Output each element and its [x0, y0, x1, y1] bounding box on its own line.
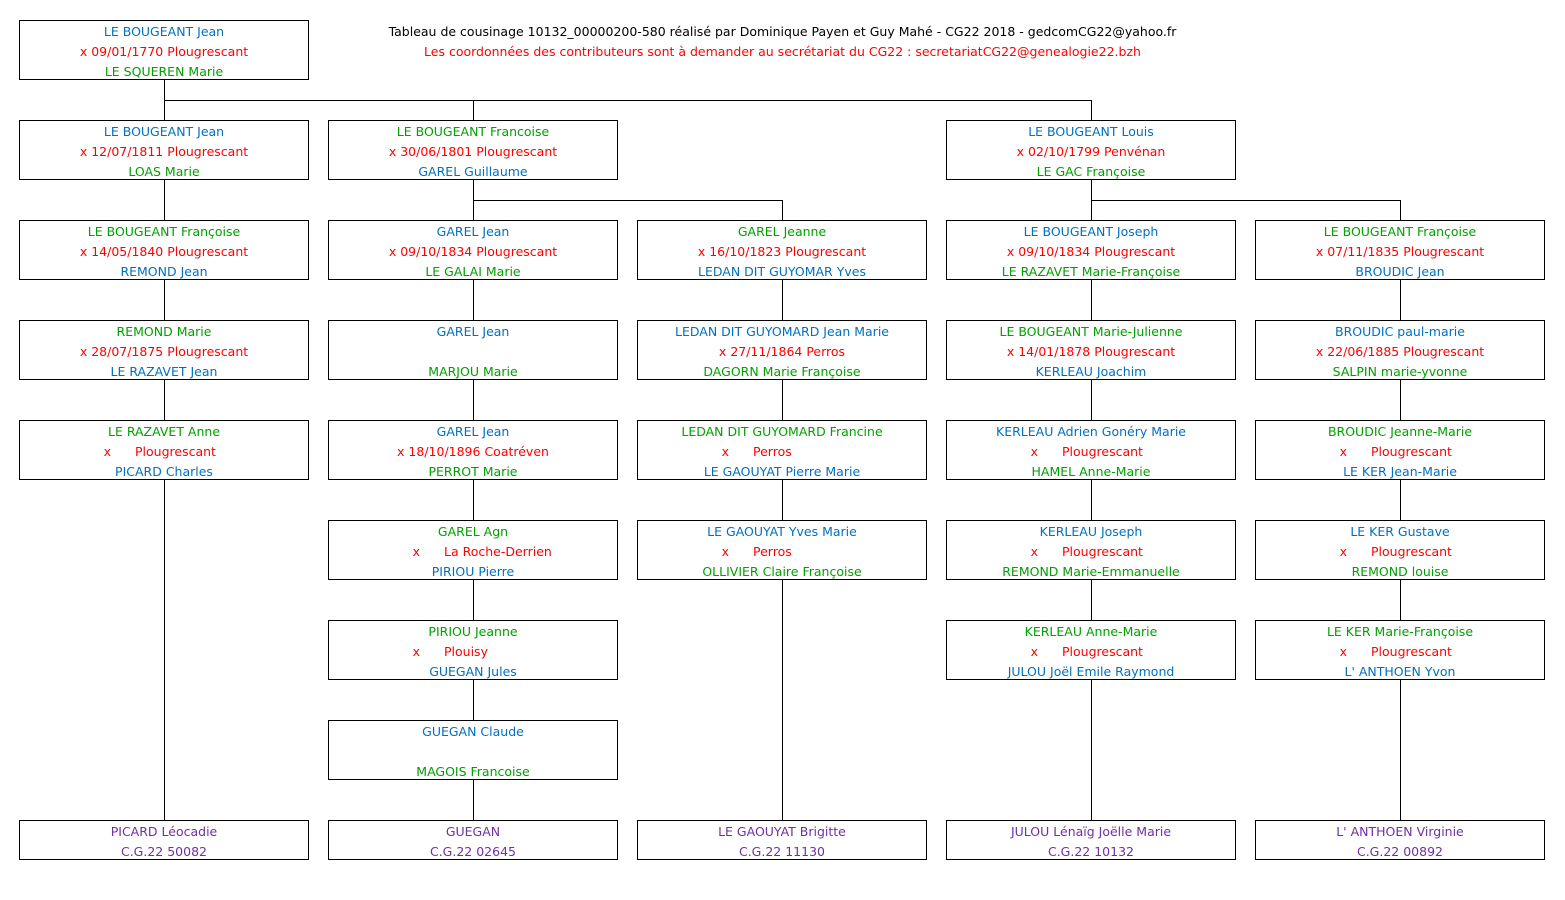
marriage-info: x Plougrescant	[1339, 444, 1452, 459]
spouse-name: LE BOUGEANT Jean	[103, 124, 225, 139]
spouse-name: LE BOUGEANT Françoise	[1323, 224, 1477, 239]
spouse-name: LE RAZAVET Anne	[107, 424, 221, 439]
descendant-name: PICARD Léocadie	[110, 824, 218, 839]
marriage-info: x 14/05/1840 Plougrescant	[79, 244, 249, 259]
marriage-info: x 27/11/1864 Perros	[718, 344, 846, 359]
spouse-name: PIRIOU Pierre	[431, 564, 515, 579]
marriage-info: x Plougrescant	[1030, 644, 1143, 659]
spouse-name: LEDAN DIT GUYOMAR Yves	[698, 264, 866, 279]
spouse-name: SALPIN marie-yvonne	[1332, 364, 1468, 379]
spouse-name: LE GAOUYAT Yves Marie	[707, 524, 857, 539]
couple-box	[1255, 420, 1545, 480]
spouse-name: LEDAN DIT GUYOMARD Jean Marie	[675, 324, 889, 339]
spouse-name: LOAS Marie	[128, 164, 200, 179]
marriage-info	[329, 342, 617, 362]
couple-box	[19, 220, 309, 280]
descendant-box	[328, 820, 618, 860]
spouse-name: LE KER Jean-Marie	[1343, 464, 1457, 479]
couple-box	[946, 220, 1236, 280]
spouse-name: GAREL Jean	[436, 224, 510, 239]
marriage-info: x Plougrescant	[103, 444, 216, 459]
spouse-name: LEDAN DIT GUYOMARD Francine	[681, 424, 883, 439]
marriage-info: x Plougrescant	[1339, 544, 1452, 559]
marriage-info: x 07/11/1835 Plougrescant	[1315, 244, 1485, 259]
spouse-name: LE BOUGEANT Marie-Julienne	[999, 324, 1183, 339]
spouse-name: DAGORN Marie Françoise	[703, 364, 861, 379]
spouse-name: LE BOUGEANT Joseph	[1023, 224, 1159, 239]
couple-box	[1255, 520, 1545, 580]
couple-box	[946, 620, 1236, 680]
spouse-name: JULOU Joël Emile Raymond	[1007, 664, 1175, 679]
marriage-info	[329, 742, 617, 762]
couple-box	[637, 320, 927, 380]
spouse-name: BROUDIC Jeanne-Marie	[1327, 424, 1473, 439]
marriage-info: x 18/10/1896 Coatréven	[397, 444, 549, 459]
spouse-name: GAREL Jean	[436, 424, 510, 439]
couple-box	[19, 420, 309, 480]
spouse-name: KERLEAU Adrien Gonéry Marie	[996, 424, 1186, 439]
spouse-name: PICARD Charles	[115, 464, 213, 479]
spouse-name: GUEGAN Jules	[429, 664, 517, 679]
spouse-name: LE BOUGEANT Louis	[1028, 124, 1154, 139]
couple-box	[1255, 620, 1545, 680]
marriage-info: x 28/07/1875 Plougrescant	[79, 344, 249, 359]
spouse-name: GAREL Jeanne	[737, 224, 827, 239]
marriage-info: x 16/10/1823 Plougrescant	[697, 244, 867, 259]
couple-box	[1255, 220, 1545, 280]
descendant-name: L' ANTHOEN Virginie	[1336, 824, 1464, 839]
marriage-info: x 12/07/1811 Plougrescant	[79, 144, 249, 159]
marriage-info: x 09/10/1834 Plougrescant	[388, 244, 558, 259]
couple-box-root	[19, 20, 309, 80]
spouse-name: LE KER Gustave	[1350, 524, 1450, 539]
spouse-name: LE KER Marie-Françoise	[1326, 624, 1474, 639]
couple-box	[637, 220, 927, 280]
couple-box	[328, 620, 618, 680]
marriage-info: x La Roche-Derrien	[412, 544, 552, 559]
marriage-info: x 02/10/1799 Penvénan	[1016, 144, 1166, 159]
spouse-name: OLLIVIER Claire Françoise	[702, 564, 862, 579]
spouse-name: GUEGAN Claude	[422, 724, 524, 739]
spouse-name: GAREL Jean	[436, 324, 510, 339]
cg22-member-code: C.G.22 10132	[1047, 844, 1134, 859]
couple-box	[946, 320, 1236, 380]
spouse-name: L' ANTHOEN Yvon	[1344, 664, 1456, 679]
descendant-box	[1255, 820, 1545, 860]
couple-box	[637, 420, 927, 480]
marriage-info: x Perros	[721, 544, 792, 559]
marriage-info: x Plougrescant	[1030, 544, 1143, 559]
spouse-name: LE RAZAVET Jean	[110, 364, 218, 379]
couple-box	[946, 420, 1236, 480]
spouse-name: PIRIOU Jeanne	[428, 624, 518, 639]
spouse-name: HAMEL Anne-Marie	[1031, 464, 1151, 479]
descendant-name: JULOU Lénaïg Joëlle Marie	[1010, 824, 1172, 839]
marriage-info: x Perros	[721, 444, 792, 459]
cg22-member-code: C.G.22 02645	[429, 844, 516, 859]
spouse-name: GAREL Guillaume	[418, 164, 528, 179]
spouse-name: MARJOU Marie	[428, 364, 518, 379]
spouse-name: KERLEAU Joseph	[1039, 524, 1143, 539]
spouse-name: REMOND Marie	[116, 324, 212, 339]
spouse-name: PERROT Marie	[428, 464, 518, 479]
descendant-box	[946, 820, 1236, 860]
cg22-member-code: C.G.22 00892	[1356, 844, 1443, 859]
header-contact-note: Les coordonnées des contributeurs sont à demander au secrétariat du CG22 : secretariatCG22@genealogie22.bzh	[424, 44, 1141, 59]
spouse-name: LE GAC Françoise	[1036, 164, 1146, 179]
couple-box	[637, 520, 927, 580]
spouse-name: KERLEAU Anne-Marie	[1024, 624, 1158, 639]
spouse-name: MAGOIS Francoise	[416, 764, 530, 779]
spouse-name: LE BOUGEANT Françoise	[87, 224, 241, 239]
couple-box	[19, 120, 309, 180]
marriage-info: x 30/06/1801 Plougrescant	[388, 144, 558, 159]
marriage-info: x 09/10/1834 Plougrescant	[1006, 244, 1176, 259]
couple-box	[328, 520, 618, 580]
spouse-name: REMOND louise	[1351, 564, 1449, 579]
descendant-box	[19, 820, 309, 860]
couple-box	[328, 120, 618, 180]
spouse-name: LE BOUGEANT Francoise	[396, 124, 550, 139]
cg22-member-code: C.G.22 11130	[738, 844, 825, 859]
descendant-box	[637, 820, 927, 860]
spouse-name: BROUDIC Jean	[1355, 264, 1445, 279]
couple-box	[328, 320, 618, 380]
spouse-name: REMOND Marie-Emmanuelle	[1002, 564, 1180, 579]
marriage-info: x 14/01/1878 Plougrescant	[1006, 344, 1176, 359]
spouse-name: LE BOUGEANT Jean	[103, 24, 225, 39]
descendant-name: LE GAOUYAT Brigitte	[718, 824, 846, 839]
couple-box	[328, 220, 618, 280]
marriage-info: x Plougrescant	[1339, 644, 1452, 659]
couple-box	[328, 420, 618, 480]
spouse-name: REMOND Jean	[120, 264, 208, 279]
spouse-name: BROUDIC paul-marie	[1335, 324, 1465, 339]
couple-box	[328, 720, 618, 780]
header-title: Tableau de cousinage 10132_00000200-580 réalisé par Dominique Payen et Guy Mahé - CG22 2018 - gedcomCG22@yahoo.fr	[388, 24, 1177, 39]
marriage-info: x Plougrescant	[1030, 444, 1143, 459]
spouse-name: LE GAOUYAT Pierre Marie	[703, 464, 861, 479]
couple-box	[946, 520, 1236, 580]
spouse-name: KERLEAU Joachim	[1035, 364, 1147, 379]
couple-box	[19, 320, 309, 380]
couple-box	[946, 120, 1236, 180]
spouse-name: GAREL Agn	[437, 524, 509, 539]
marriage-info: x 22/06/1885 Plougrescant	[1315, 344, 1485, 359]
marriage-info: x 09/01/1770 Plougrescant	[79, 44, 249, 59]
descendant-name: GUEGAN	[445, 824, 501, 839]
cg22-member-code: C.G.22 50082	[120, 844, 207, 859]
marriage-info: x Plouisy	[412, 644, 488, 659]
spouse-name: LE RAZAVET Marie-Françoise	[1001, 264, 1181, 279]
spouse-name: LE SQUEREN Marie	[104, 64, 224, 79]
couple-box	[1255, 320, 1545, 380]
spouse-name: LE GALAI Marie	[425, 264, 521, 279]
